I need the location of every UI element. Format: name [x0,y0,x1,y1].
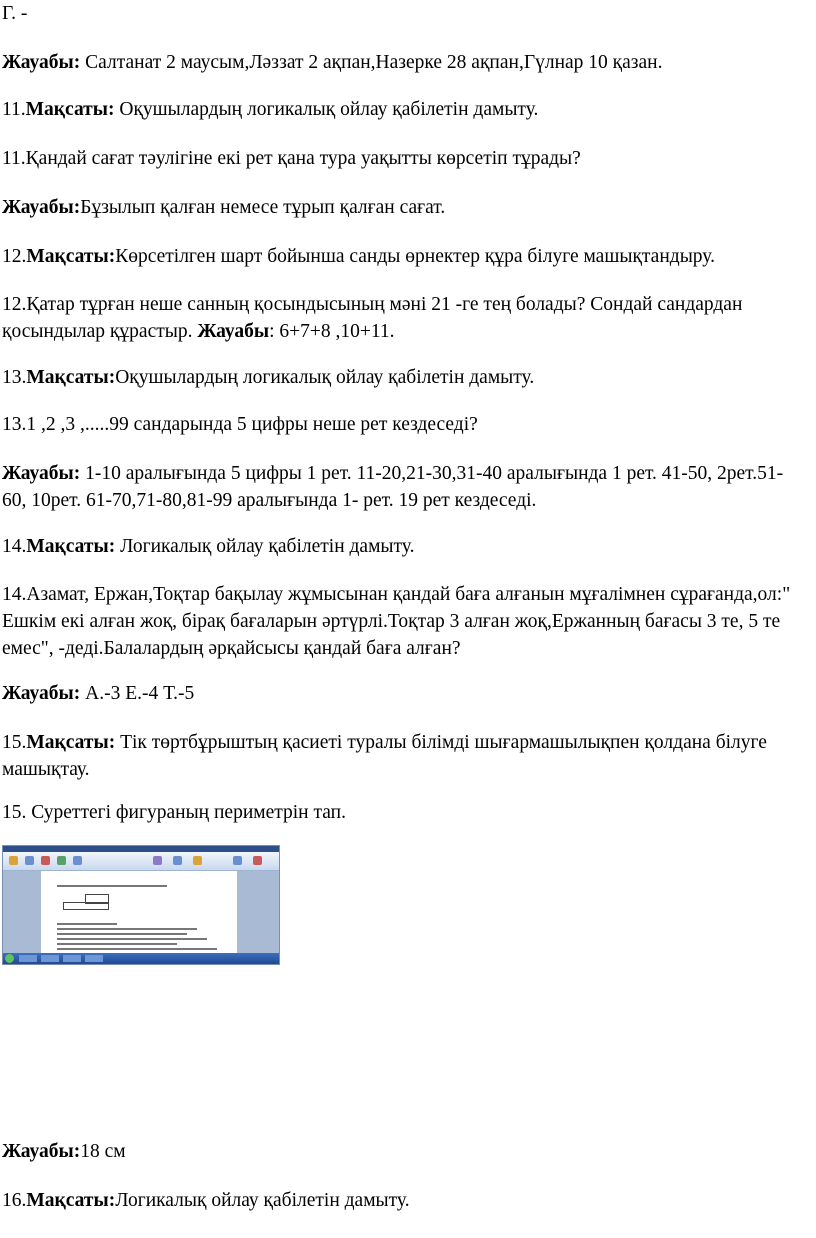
goal-number: 13. [2,367,27,388]
goal-number: 16. [2,1190,27,1211]
goal-16 [2,1187,810,1214]
answer-label: Жауабы: [2,683,81,704]
goal-number: 12. [2,246,27,267]
taskbar [3,953,279,964]
embedded-screenshot [2,845,280,965]
answer-label: Жауабы: [2,197,81,218]
answer-text: 1-10 аралығында 5 цифры 1 рет. 11-20,21-30,31-40 аралығында 1 рет. 41-50, 2рет.51-60, 10рет. 61-70,71-80,81-99 аралығында 1- рет. 19 рет кездеседі. [2,463,784,511]
goal-text: Көрсетілген шарт бойынша санды өрнектер құра білуге машықтандыру. [115,246,715,267]
goal-number: 15. [2,732,27,753]
answer-15 [2,1138,810,1165]
doc-line-top [2,0,810,27]
start-icon [5,954,14,963]
goal-14 [2,533,810,560]
goal-text: Логикалық ойлау қабілетін дамыту. [115,1190,410,1211]
goal-text: Тік төртбұрыштың қасиеті туралы білімді шығармашылықпен қолдана білуге машықтау. [2,732,767,780]
answer-label: Жауабы [197,321,270,342]
goal-number: 11. [2,99,26,120]
answer-13 [2,460,792,514]
answer-label: Жауабы: [2,463,81,484]
document-page [41,871,237,954]
answer-label: Жауабы: [2,52,81,73]
ribbon-toolbar [3,852,279,871]
goal-label: Мақсаты: [26,367,116,388]
goal-text: Оқушылардың логикалық ойлау қабілетін дамыту. [114,99,539,120]
answer-14 [2,680,810,707]
rectangle-figure [63,902,109,910]
question-14 [2,581,797,662]
question-text: 13.1 ,2 ,3 ,.....99 сандарында 5 цифры неше рет кездеседі? [2,414,478,435]
answer-text: Салтанат 2 маусым,Ләззат 2 ақпан,Назерке 28 ақпан,Гүлнар 10 қазан. [80,52,663,73]
goal-15 [2,729,792,783]
answer-label: Жауабы: [2,1141,81,1162]
answer-text: : 6+7+8 ,10+11. [269,321,395,342]
goal-text: Оқушылардың логикалық ойлау қабілетін дамыту. [115,367,535,388]
answer-dates [2,49,810,76]
answer-text: А.-3 Е.-4 Т.-5 [80,683,195,704]
question-text: 12.Қатар тұрған неше санның қосындысының мәні 21 -ге тең болады? Сондай сандардан қосындылар құрастыр. [2,294,743,342]
goal-text: Логикалық ойлау қабілетін дамыту. [115,536,415,557]
question-15 [2,799,810,826]
answer-text: 18 см [80,1141,126,1162]
question-text: 15. Суреттегі фигураның периметрін тап. [2,802,346,823]
answer-text: Бұзылып қалған немесе тұрып қалған сағат. [80,197,446,218]
goal-11 [2,96,810,123]
question-text: 11.Қандай сағат тәулігіне екі рет қана тура уақытты көрсетіп тұрады? [2,148,581,169]
question-13 [2,411,810,438]
question-11 [2,145,810,172]
doc-text: Г. - [2,3,28,24]
question-text: 14.Азамат, Ержан,Тоқтар бақылау жұмысынан қандай баға алғанын мұғалімнен сұрағанда,ол:" Ешкім екі алған жоқ, бірақ бағаларын әртүрлі.Тоқтар 3 алған жоқ,Ержанның бағасы 3 те, 5 те емес", -деді.Балалардың әрқайсысы қандай баға алған? [2,584,791,659]
goal-label: Мақсаты: [26,732,116,753]
goal-label: Мақсаты: [26,246,116,267]
answer-11 [2,194,810,221]
goal-label: Мақсаты: [26,1190,116,1211]
question-12 [2,291,802,345]
goal-13 [2,364,810,391]
goal-number: 14. [2,536,27,557]
goal-label: Мақсаты: [26,536,116,557]
goal-label: Мақсаты: [25,99,115,120]
goal-12 [2,243,810,270]
